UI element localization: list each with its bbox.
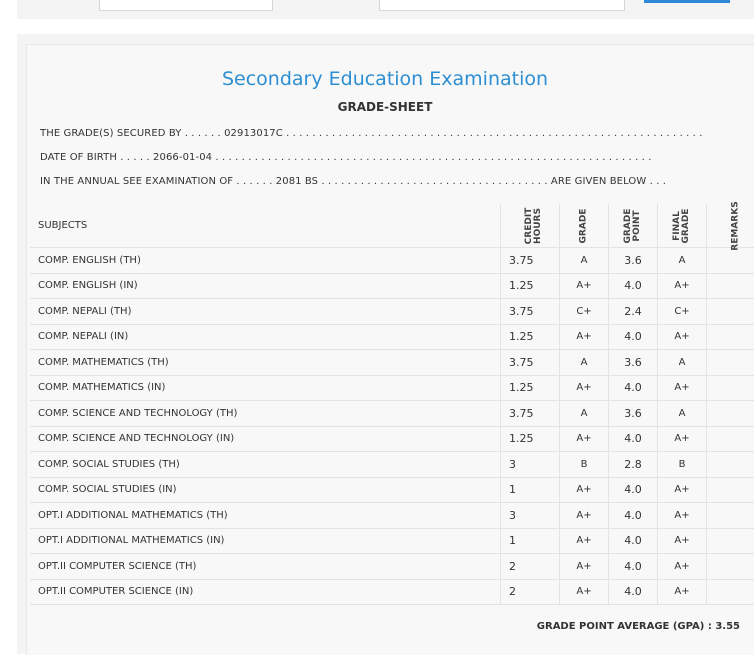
grade-cell: B: [560, 452, 609, 478]
grade-point-cell: 4.0: [609, 324, 658, 350]
table-row: [30, 528, 754, 554]
subject-cell: OPT.II COMPUTER SCIENCE (IN): [30, 579, 501, 605]
grade-cell: A: [560, 350, 609, 376]
remarks-cell: [707, 248, 754, 274]
subject-cell: COMP. MATHEMATICS (TH): [30, 350, 501, 376]
grade-point-cell: 3.6: [609, 401, 658, 427]
final-grade-cell: A+: [658, 273, 707, 299]
table-row: [30, 273, 754, 299]
grade-cell: A: [560, 401, 609, 427]
grade-cell: A+: [560, 528, 609, 554]
final-grade-cell: A+: [658, 503, 707, 529]
grade-point-cell: 3.6: [609, 248, 658, 274]
subject-cell: COMP. SOCIAL STUDIES (IN): [30, 477, 501, 503]
grade-cell: A+: [560, 579, 609, 605]
credit-hours-cell: 1.25: [501, 273, 560, 299]
symbol-number-input[interactable]: [99, 0, 273, 11]
credit-hours-cell: 1.25: [501, 426, 560, 452]
remarks-cell: [707, 401, 754, 427]
header-final-grade-label: FINAL GRADE: [673, 208, 691, 243]
table-row: [30, 503, 754, 529]
table-row: [30, 299, 754, 325]
table-row: [30, 477, 754, 503]
credit-hours-cell: 1: [501, 528, 560, 554]
remarks-cell: [707, 503, 754, 529]
table-row: [30, 579, 754, 605]
credit-hours-cell: 2: [501, 554, 560, 580]
table-header-row: [30, 204, 754, 248]
grade-point-cell: 4.0: [609, 477, 658, 503]
remarks-cell: [707, 426, 754, 452]
grade-point-cell: 4.0: [609, 554, 658, 580]
final-grade-cell: A+: [658, 375, 707, 401]
remarks-cell: [707, 477, 754, 503]
table-row: [30, 350, 754, 376]
header-grade-point-label: GRADE POINT: [624, 208, 642, 243]
gpa-summary: GRADE POINT AVERAGE (GPA) : 3.55: [537, 621, 740, 632]
credit-hours-cell: 3: [501, 503, 560, 529]
final-grade-cell: A+: [658, 579, 707, 605]
credit-hours-cell: 3.75: [501, 299, 560, 325]
grade-cell: A+: [560, 426, 609, 452]
grades-table: [30, 204, 754, 605]
remarks-cell: [707, 554, 754, 580]
subject-cell: COMP. NEPALI (TH): [30, 299, 501, 325]
header-subjects: SUBJECTS: [30, 204, 501, 248]
credit-hours-cell: 3.75: [501, 350, 560, 376]
header-grade: [560, 204, 609, 248]
final-grade-cell: A+: [658, 324, 707, 350]
header-credit-hours-label: CREDIT HOURS: [525, 207, 543, 244]
grade-cell: A: [560, 248, 609, 274]
remarks-cell: [707, 452, 754, 478]
subject-cell: COMP. SCIENCE AND TECHNOLOGY (TH): [30, 401, 501, 427]
header-final-grade: [658, 204, 707, 248]
remarks-cell: [707, 273, 754, 299]
remarks-cell: [707, 579, 754, 605]
grade-cell: A+: [560, 503, 609, 529]
final-grade-cell: A+: [658, 477, 707, 503]
final-grade-cell: C+: [658, 299, 707, 325]
grade-point-cell: 2.4: [609, 299, 658, 325]
grade-point-cell: 4.0: [609, 273, 658, 299]
examination-line: IN THE ANNUAL SEE EXAMINATION OF . . . . . . 2081 BS . . . . . . . . . . . . . . . . . . . . . . . . . . . . . . . . . . . ARE GIVEN BELOW . . .: [40, 176, 666, 187]
grade-cell: A+: [560, 375, 609, 401]
subject-cell: COMP. SOCIAL STUDIES (TH): [30, 452, 501, 478]
final-grade-cell: A: [658, 401, 707, 427]
table-row: [30, 324, 754, 350]
grade-cell: A+: [560, 554, 609, 580]
table-row: [30, 426, 754, 452]
table-row: [30, 248, 754, 274]
grade-point-cell: 4.0: [609, 579, 658, 605]
grade-cell: A+: [560, 273, 609, 299]
table-row: [30, 375, 754, 401]
date-of-birth-input[interactable]: [379, 0, 625, 11]
grade-point-cell: 4.0: [609, 503, 658, 529]
credit-hours-cell: 1.25: [501, 324, 560, 350]
remarks-cell: [707, 350, 754, 376]
subject-cell: OPT.II COMPUTER SCIENCE (TH): [30, 554, 501, 580]
credit-hours-cell: 1.25: [501, 375, 560, 401]
subject-cell: COMP. MATHEMATICS (IN): [30, 375, 501, 401]
grade-sheet-title: GRADE-SHEET: [26, 100, 744, 114]
grade-point-cell: 4.0: [609, 528, 658, 554]
grade-cell: A+: [560, 324, 609, 350]
grade-point-cell: 2.8: [609, 452, 658, 478]
table-row: [30, 452, 754, 478]
subject-cell: COMP. SCIENCE AND TECHNOLOGY (IN): [30, 426, 501, 452]
header-remarks: [707, 204, 754, 248]
remarks-cell: [707, 324, 754, 350]
grades-secured-line: THE GRADE(S) SECURED BY . . . . . . 02913017C . . . . . . . . . . . . . . . . . . . . . . . . . . . . . . . . . . . . . . . . . . . . . . . . . . . . . . . . . . . . . . . .: [40, 128, 703, 139]
header-credit-hours: [501, 204, 560, 248]
remarks-cell: [707, 528, 754, 554]
grade-point-cell: 4.0: [609, 375, 658, 401]
grade-cell: A+: [560, 477, 609, 503]
final-grade-cell: A+: [658, 528, 707, 554]
credit-hours-cell: 2: [501, 579, 560, 605]
credit-hours-cell: 1: [501, 477, 560, 503]
subject-cell: COMP. ENGLISH (TH): [30, 248, 501, 274]
remarks-cell: [707, 299, 754, 325]
subject-cell: COMP. NEPALI (IN): [30, 324, 501, 350]
final-grade-cell: A: [658, 248, 707, 274]
credit-hours-cell: 3.75: [501, 248, 560, 274]
subject-cell: OPT.I ADDITIONAL MATHEMATICS (TH): [30, 503, 501, 529]
final-grade-cell: A+: [658, 426, 707, 452]
subject-cell: OPT.I ADDITIONAL MATHEMATICS (IN): [30, 528, 501, 554]
subject-cell: COMP. ENGLISH (IN): [30, 273, 501, 299]
header-remarks-label: REMARKS: [732, 201, 741, 250]
credit-hours-cell: 3.75: [501, 401, 560, 427]
header-grade-point: [609, 204, 658, 248]
date-of-birth-line: DATE OF BIRTH . . . . . 2066-01-04 . . . . . . . . . . . . . . . . . . . . . . . . . . . . . . . . . . . . . . . . . . . . . . . . . . . . . . . . . . . . . . . . . . .: [40, 152, 651, 163]
remarks-cell: [707, 375, 754, 401]
table-row: [30, 401, 754, 427]
grade-cell: C+: [560, 299, 609, 325]
submit-button[interactable]: [644, 0, 730, 3]
final-grade-cell: A+: [658, 554, 707, 580]
final-grade-cell: A: [658, 350, 707, 376]
table-row: [30, 554, 754, 580]
credit-hours-cell: 3: [501, 452, 560, 478]
final-grade-cell: B: [658, 452, 707, 478]
grade-point-cell: 3.6: [609, 350, 658, 376]
grade-point-cell: 4.0: [609, 426, 658, 452]
header-grade-label: GRADE: [580, 208, 589, 243]
exam-title: Secondary Education Examination: [26, 68, 744, 90]
